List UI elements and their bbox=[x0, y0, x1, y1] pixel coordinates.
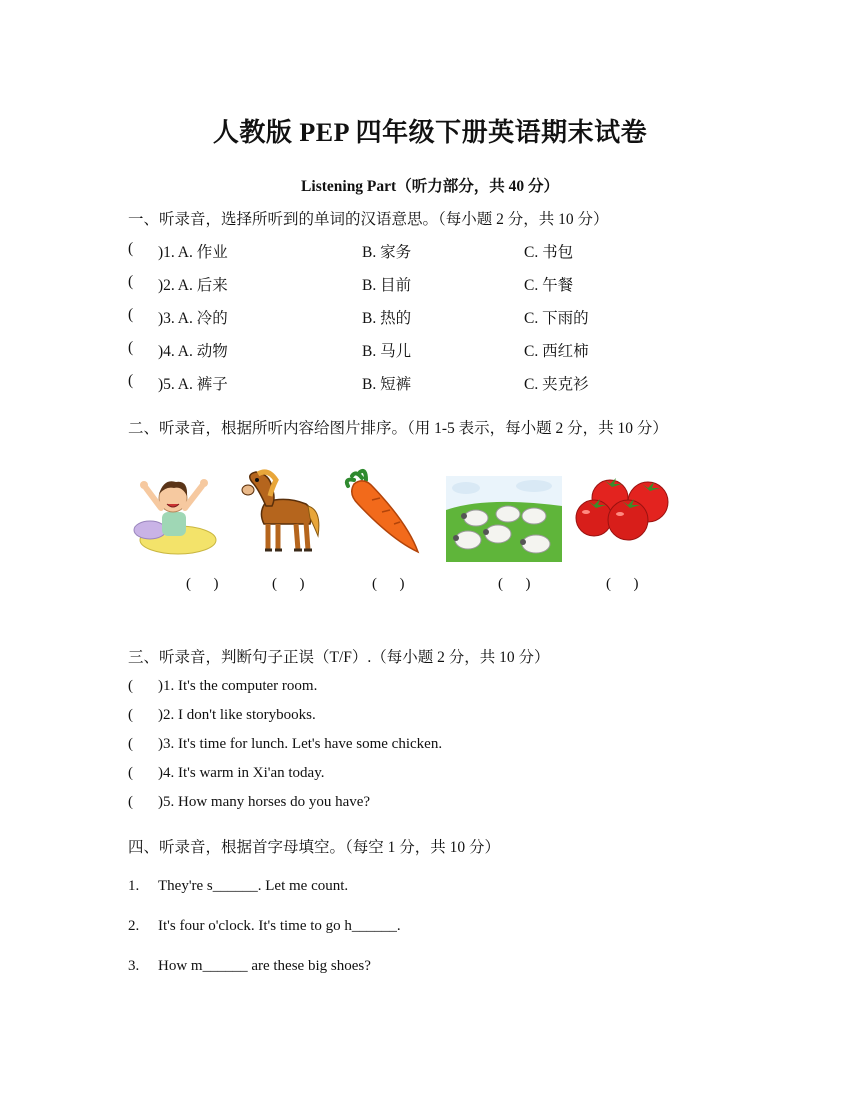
horse-picture bbox=[236, 466, 326, 556]
order-blank[interactable]: ( ) bbox=[606, 576, 639, 592]
option-c: C. 西红柿 bbox=[524, 343, 589, 360]
choice-row bbox=[128, 240, 748, 264]
answer-paren[interactable]: ( bbox=[128, 765, 133, 781]
item-number: 1. bbox=[128, 878, 140, 894]
option-c: C. 夹克衫 bbox=[524, 376, 589, 393]
fill-sentence: They're s______. Let me count. bbox=[158, 878, 349, 894]
order-blank[interactable]: ( ) bbox=[498, 576, 531, 592]
answer-paren[interactable]: ( bbox=[128, 240, 134, 257]
option-a: )5. A. 裤子 bbox=[158, 376, 228, 393]
tf-sentence: )1. It's the computer room. bbox=[158, 678, 318, 694]
sheep-picture bbox=[446, 476, 562, 562]
item-number: 3. bbox=[128, 958, 140, 974]
order-blank[interactable]: ( ) bbox=[372, 576, 405, 592]
section4-heading: 四、听录音，根据首字母填空。（每空 1 分，共 10 分） bbox=[128, 839, 501, 856]
answer-paren[interactable]: ( bbox=[128, 273, 134, 290]
answer-paren[interactable]: ( bbox=[128, 306, 134, 323]
tomatoes-picture bbox=[574, 474, 674, 544]
section2-heading: 二、听录音，根据所听内容给图片排序。（用 1-5 表示，每小题 2 分，共 10 分） bbox=[128, 420, 668, 437]
option-b: B. 目前 bbox=[362, 277, 412, 294]
carrot-picture bbox=[342, 466, 426, 556]
fill-sentence: How m______ are these big shoes? bbox=[158, 958, 371, 974]
option-b: B. 短裤 bbox=[362, 376, 412, 393]
option-c: C. 下雨的 bbox=[524, 310, 589, 327]
fill-sentence: It's four o'clock. It's time to go h______. bbox=[158, 918, 401, 934]
option-a: )3. A. 冷的 bbox=[158, 310, 228, 327]
tf-sentence: )4. It's warm in Xi'an today. bbox=[158, 765, 325, 781]
section1-heading: 一、听录音，选择所听到的单词的汉语意思。（每小题 2 分，共 10 分） bbox=[128, 211, 609, 228]
page-title: 人教版 PEP 四年级下册英语期末试卷 bbox=[212, 118, 648, 147]
option-a: )2. A. 后来 bbox=[158, 277, 228, 294]
option-c: C. 书包 bbox=[524, 244, 574, 261]
answer-paren[interactable]: ( bbox=[128, 372, 134, 389]
option-b: B. 马儿 bbox=[362, 343, 412, 360]
listening-part-subtitle: Listening Part（听力部分，共 40 分） bbox=[301, 178, 559, 195]
option-b: B. 家务 bbox=[362, 244, 412, 261]
option-a: )1. A. 作业 bbox=[158, 244, 228, 261]
option-c: C. 午餐 bbox=[524, 277, 574, 294]
tf-sentence: )3. It's time for lunch. Let's have some chicken. bbox=[158, 736, 443, 752]
answer-paren[interactable]: ( bbox=[128, 678, 133, 694]
item-number: 2. bbox=[128, 918, 140, 934]
answer-paren[interactable]: ( bbox=[128, 339, 134, 356]
answer-paren[interactable]: ( bbox=[128, 736, 133, 752]
tf-sentence: )2. I don't like storybooks. bbox=[158, 707, 316, 723]
choice-row bbox=[128, 372, 748, 396]
option-a: )4. A. 动物 bbox=[158, 343, 228, 360]
boy-waking-up-picture bbox=[128, 468, 218, 558]
choice-row bbox=[128, 306, 748, 330]
order-blank[interactable]: ( ) bbox=[186, 576, 219, 592]
order-blank[interactable]: ( ) bbox=[272, 576, 305, 592]
tf-sentence: )5. How many horses do you have? bbox=[158, 794, 371, 810]
answer-paren[interactable]: ( bbox=[128, 707, 133, 723]
choice-row bbox=[128, 339, 748, 363]
choice-row bbox=[128, 273, 748, 297]
section3-heading: 三、听录音，判断句子正误（T/F）.（每小题 2 分，共 10 分） bbox=[128, 649, 550, 666]
answer-paren[interactable]: ( bbox=[128, 794, 133, 810]
option-b: B. 热的 bbox=[362, 310, 412, 327]
